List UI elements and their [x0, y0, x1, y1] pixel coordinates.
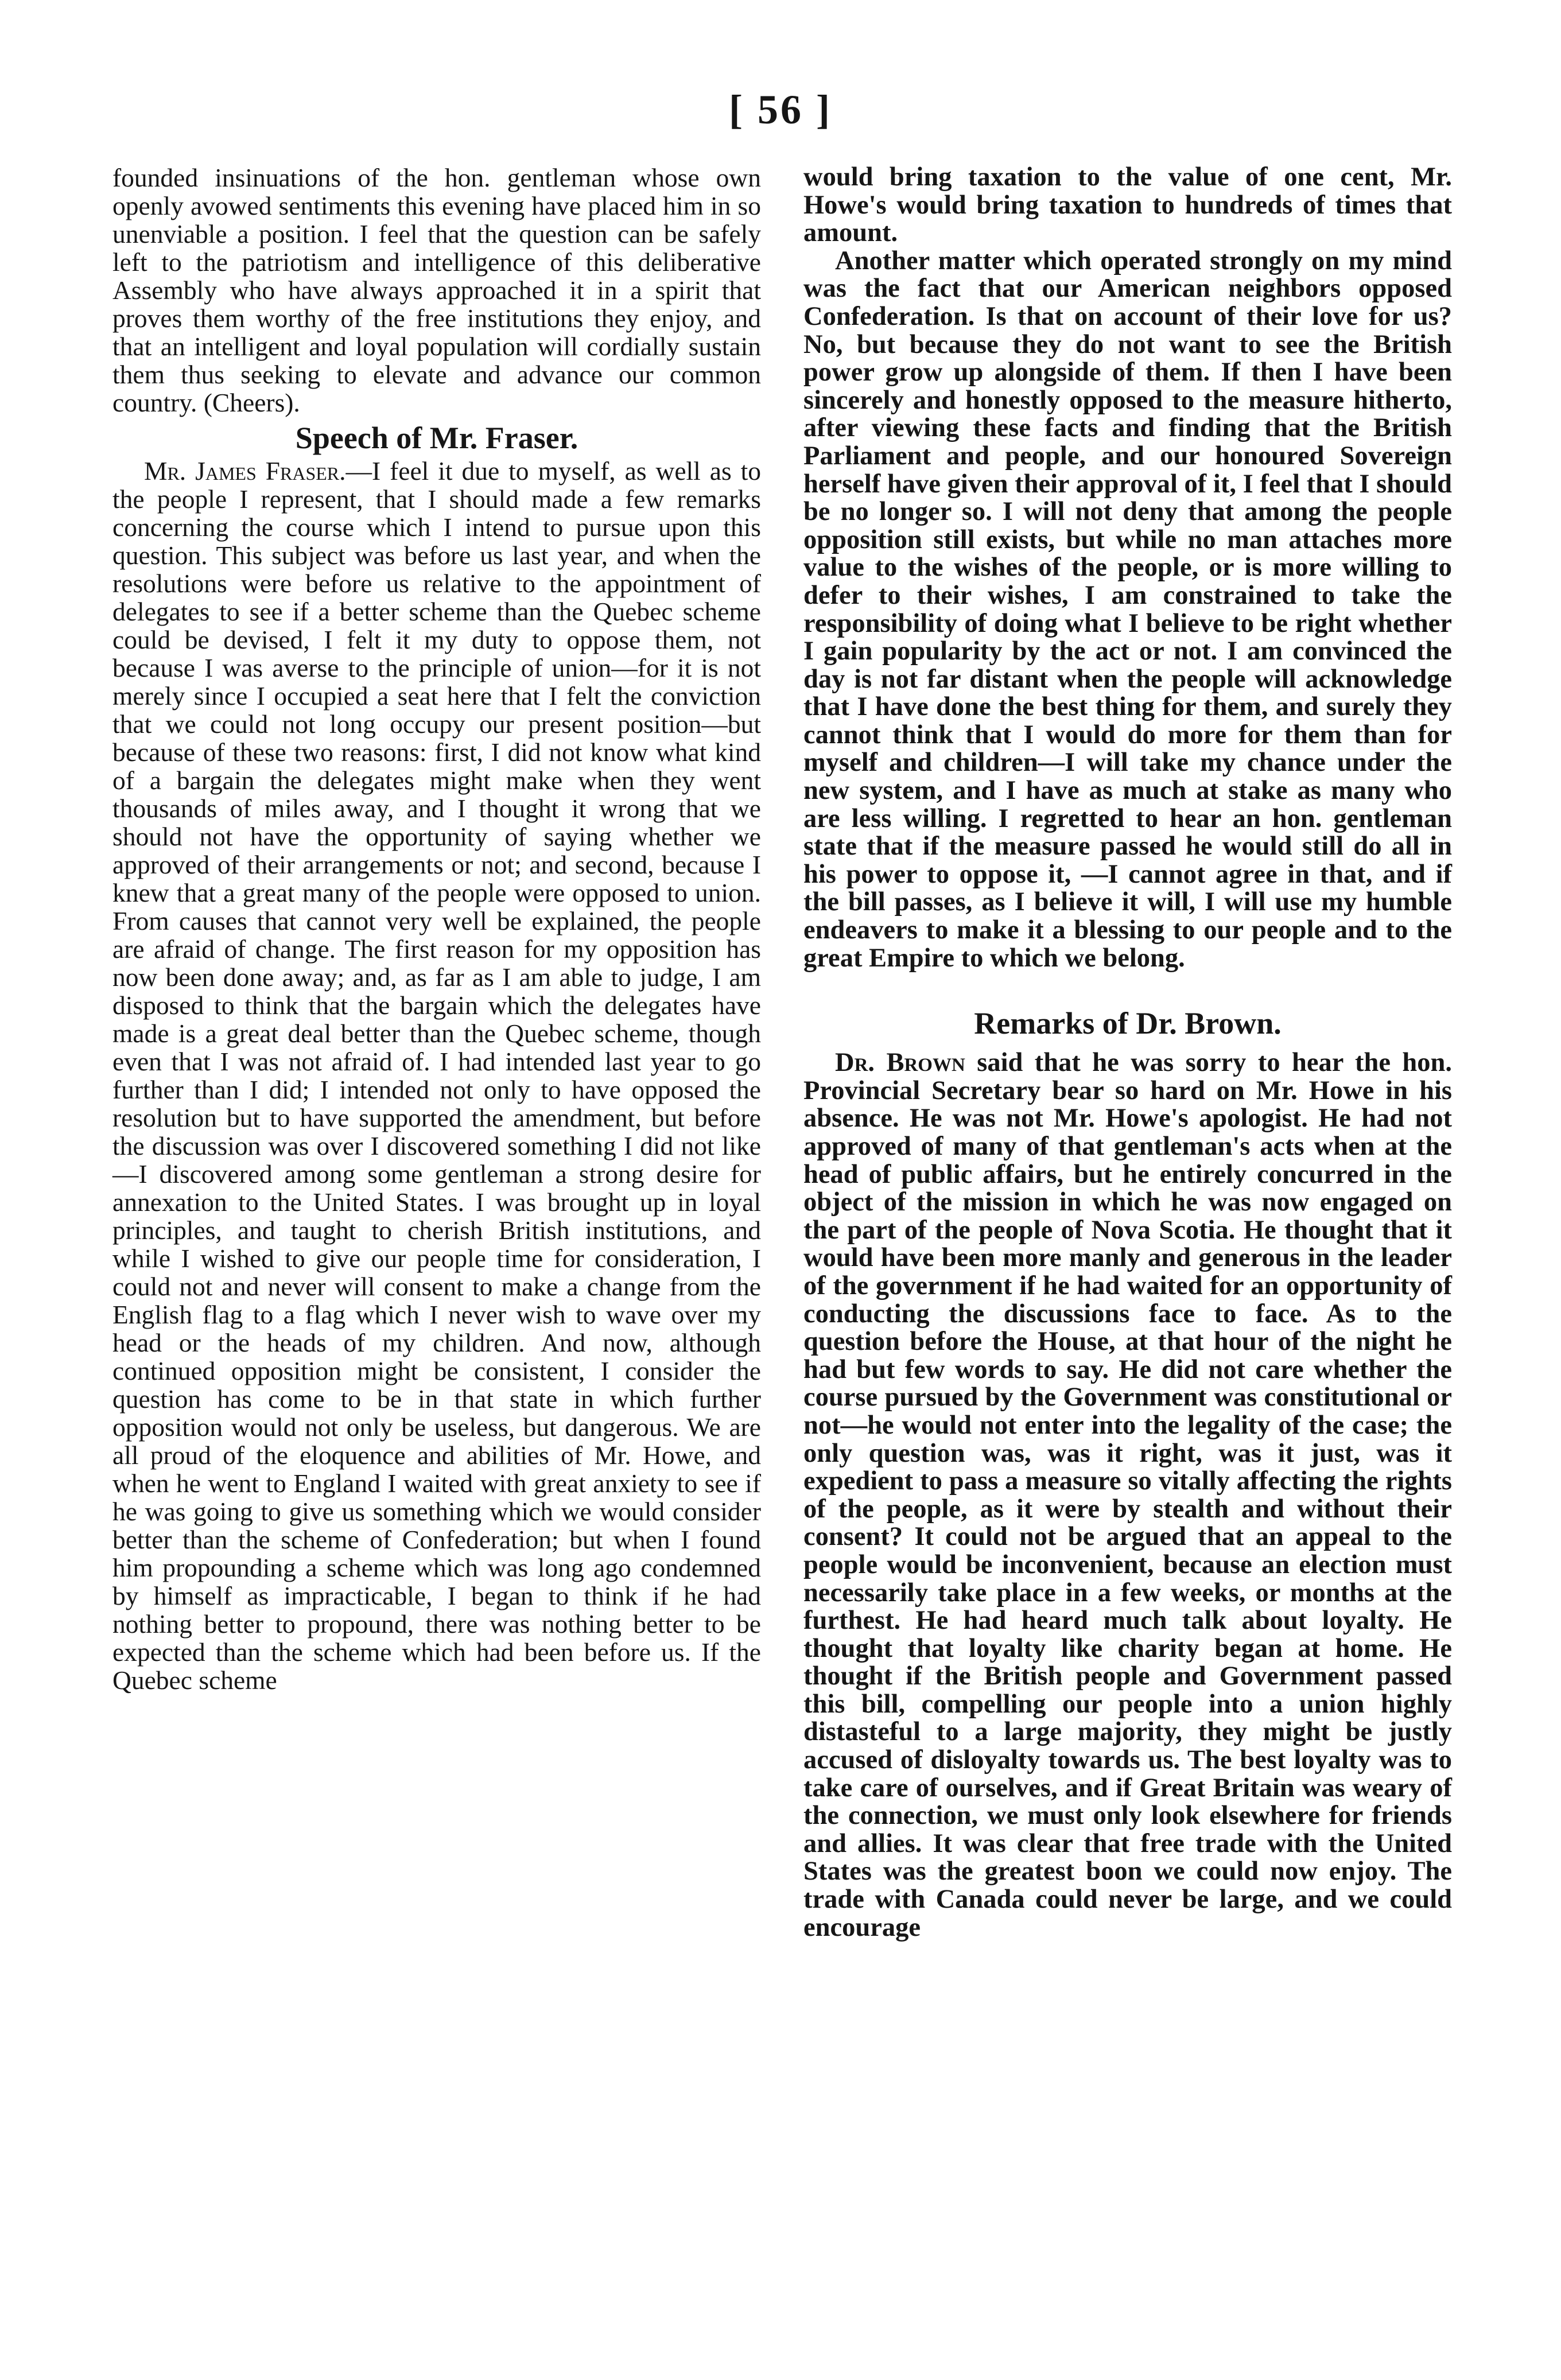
- heading-remarks-of-dr-brown: Remarks of Dr. Brown.: [974, 1006, 1282, 1041]
- fraser-speech-paragraph: [112, 457, 761, 1694]
- page-number: [ 56 ]: [729, 87, 832, 133]
- heading-speech-of-mr-fraser: Speech of Mr. Fraser.: [295, 421, 578, 455]
- left-column: [112, 164, 761, 1694]
- fraser-second-paragraph: Another matter which operated strongly on my mind was the fact that our American neighbors opposed Confederation. Is that on account of their love for us? No, but because they do not want to see the British power grow up alongside of them. If then I have been sincerely and honestly opposed to the measure hitherto, after viewing these facts and finding that the British Parliament and people, and our honoured Sovereign herself have given their approval of it, I feel that I should be no longer so. I will not deny that among the people opposition still exists, but while no man attaches more value to the wishes of the people, or is more willing to defer to their wishes, I am constrained to take the responsibility of doing what I believe to be right whether I gain popularity by the act or not. I am convinced the day is not far distant when the people will acknowledge that I have done the best thing for them, and surely they cannot think that I would do more for them than for myself and children—I will take my chance under the new system, and I have as much at stake as many who are less willing. I regretted to hear an hon. gentleman state that if the measure passed he would still do all in his power to oppose it, —I cannot agree in that, and if the bill passes, as I believe it will, I will use my humble endeavers to make it a blessing to our people and to the great Empire to which we belong.: [803, 246, 1452, 973]
- brown-remarks-text: said that he was sorry to hear the hon. Provincial Secretary bear so hard on Mr. Howe in his absence. He was not Mr. Howe's apologist. He had not approved of many of that gentleman's acts when at the head of public affairs, but he entirely concurred in the object of the mission in which he was now engaged on the part of the people of Nova Scotia. He thought that it would have been more manly and generous in the leader of the government if he had waited for an opportunity of conducting the discussions face to face. As to the question before the House, at that hour of the night he had but few words to say. He did not care whether the course pursued by the Government was constitutional or not—he would not enter into the legality of the case; the only question was, was it right, was it just, was it expedient to pass a measure so vitally affecting the rights of the people, as it were by stealth and without their consent? It could not be argued that an appeal to the people would be inconvenient, because an election must necessarily take place in a few weeks, or months at the furthest. He had heard much talk about loyalty. He thought that loyalty like charity began at home. He thought if the British people and Government passed this bill, compelling our people into a union highly distasteful to a large majority, they might be justly accused of disloyalty towards us. The best loyalty was to take care of ourselves, and if Great Britain was weary of the connection, we must only look elsewhere for friends and allies. It was clear that free trade with the United States was the greatest boon we could now enjoy. The trade with Canada could never be large, and we could encourage: [803, 1048, 1452, 1942]
- speaker-name: Mr. James Fraser.: [144, 456, 346, 486]
- fraser-speech-text: —I feel it due to myself, as well as to the people I represent, that I should made a few remarks concerning the course which I intend to pursue upon this question. This subject was before us last year, and when the resolutions were before us relative to the appointment of delegates to see if a better scheme than the Quebec scheme could be devised, I felt it my duty to oppose them, not because I was averse to the principle of union—for it is not merely since I occupied a seat here that I felt the conviction that we could not long occupy our present position—but because of these two reasons: first, I did not know what kind of a bargain the delegates might make when they went thousands of miles away, and I thought it wrong that we should not have the opportunity of saying whether we approved of their arrangements or not; and second, because I knew that a great many of the people were opposed to union. From causes that cannot very well be explained, the people are afraid of change. The first reason for my opposition has now been done away; and, as far as I am able to judge, I am disposed to think that the bargain which the delegates have made is a great deal better than the Quebec scheme, though even that I was not afraid of. I had intended last year to go further than I did; I intended not only to have opposed the resolution but to have supported the amendment, but before the discussion was over I discovered something I did not like—I discovered among some gentleman a strong desire for annexation to the United States. I was brought up in loyal principles, and taught to cherish British institutions, and while I wished to give our people time for consideration, I could not and never will consent to make a change from the English flag to a flag which I never wish to wave over my head or the heads of my children. And now, although continued opposition might be consistent, I consider the question has come to be in that state in which further opposition would not only be useless, but dangerous. We are all proud of the eloquence and abilities of Mr. Howe, and when he went to England I waited with great anxiety to see if he was going to give us something which we would consider better than the scheme of Confederation; but when I found him propounding a scheme which was long ago condemned by himself as impracticable, I began to think if he had nothing better to propound, there was nothing better to be expected than the scheme which had been before us. If the Quebec scheme: [112, 456, 762, 1695]
- brown-remarks-paragraph: [803, 1049, 1452, 1942]
- speaker-name: Dr. Brown: [835, 1048, 965, 1078]
- opening-paragraph: founded insinuations of the hon. gentleman whose own openly avowed sentiments this evening have placed him in so unenviable a position. I feel that the question can be safely left to the patriotism and intelligence of this deliberative Assembly who have always approached it in a spirit that proves them worthy of the free institutions they enjoy, and that an intelligent and loyal population will cordially sustain them thus seeking to elevate and advance our common country. (Cheers).: [112, 163, 761, 417]
- right-column: [803, 164, 1452, 1942]
- continuation-paragraph: would bring taxation to the value of one cent, Mr. Howe's would bring taxation to hundreds of times that amount.: [803, 162, 1452, 248]
